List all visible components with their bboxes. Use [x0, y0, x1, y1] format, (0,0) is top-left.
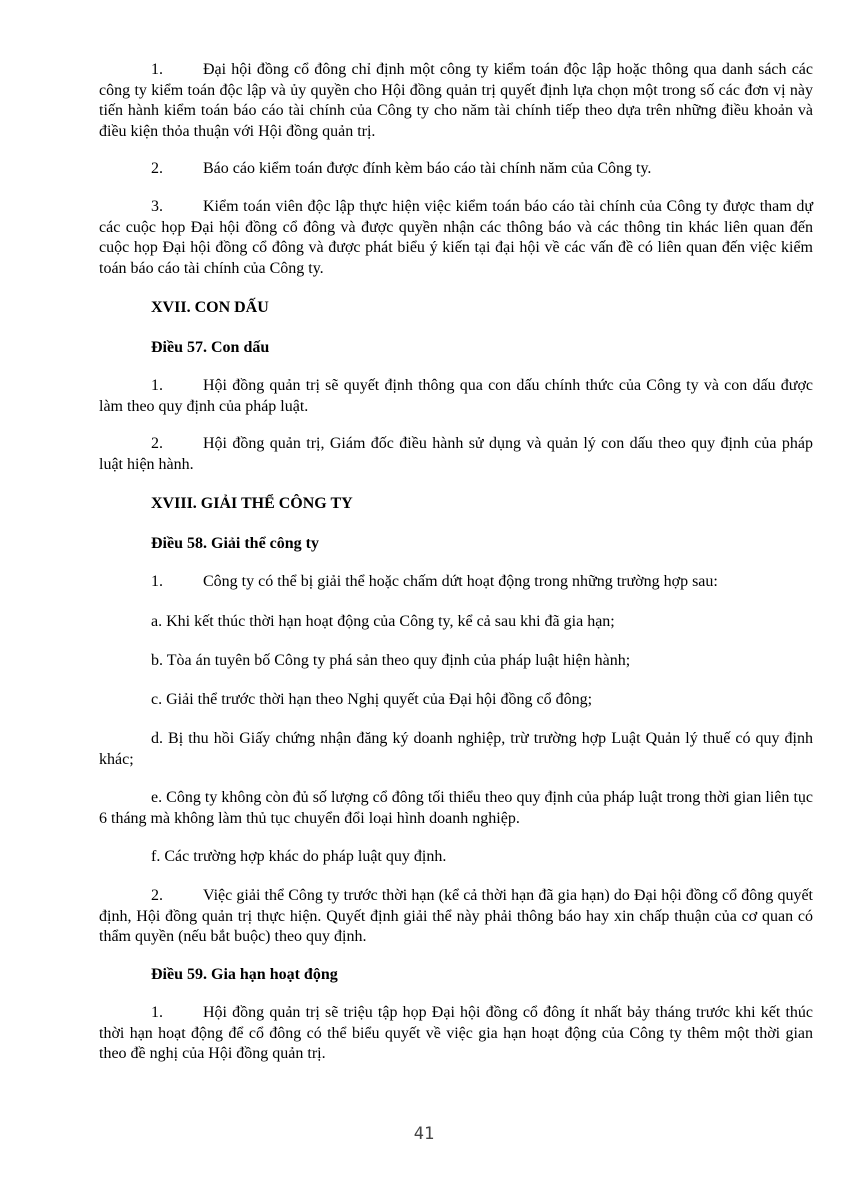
list-item: b. Tòa án tuyên bố Công ty phá sản theo quy định của pháp luật hiện hành; — [151, 652, 631, 669]
paragraph-text: Kiểm toán viên độc lập thực hiện việc kiểm toán báo cáo tài chính của Công ty được tham dự các cuộc họp Đại hội đồng cổ đông và được quyền nhận các thông báo và các thông tin khác liên quan đến cuộc họp Đại hội đồng cổ đông và được phát biểu ý kiến tại đại hội về các vấn đề có liên quan đến việc kiểm toán báo cáo tài chính của Công ty. — [99, 198, 813, 277]
list-item: c. Giải thể trước thời hạn theo Nghị quyết của Đại hội đồng cổ đông; — [151, 691, 593, 708]
paragraph — [99, 159, 813, 180]
paragraph — [99, 60, 813, 142]
paragraph-number: 1. — [151, 573, 163, 590]
paragraph-number: 1. — [151, 61, 163, 78]
paragraph-number: 1. — [151, 1004, 163, 1021]
paragraph-number: 1. — [151, 377, 163, 394]
article-heading: Điều 59. Gia hạn hoạt động — [151, 966, 338, 983]
paragraph-text: Hội đồng quản trị sẽ triệu tập họp Đại hội đồng cổ đông ít nhất bảy tháng trước khi kết thúc thời hạn hoạt động để cổ đông có thể biểu quyết về việc gia hạn hoạt động của Công ty thêm một thời gian theo đề nghị của Hội đồng quản trị. — [99, 1004, 813, 1062]
list-item: e. Công ty không còn đủ số lượng cổ đông tối thiểu theo quy định của pháp luật trong thời gian liên tục 6 tháng mà không làm thủ tục chuyển đổi loại hình doanh nghiệp. — [99, 789, 813, 827]
paragraph-text: Đại hội đồng cổ đông chỉ định một công ty kiểm toán độc lập hoặc thông qua danh sách các công ty kiểm toán độc lập và ủy quyền cho Hội đồng quản trị quyết định lựa chọn một trong số các đơn vị này tiến hành kiểm toán báo cáo tài chính của Công ty cho năm tài chính tiếp theo dựa trên những điều khoản và điều kiện thỏa thuận với Hội đồng quản trị. — [99, 61, 813, 140]
section-heading: XVII. CON DẤU — [151, 299, 269, 316]
paragraph-text: Hội đồng quản trị sẽ quyết định thông qua con dấu chính thức của Công ty và con dấu được làm theo quy định của pháp luật. — [99, 377, 813, 415]
paragraph-number: 2. — [151, 435, 163, 452]
page-number: 41 — [413, 1124, 435, 1144]
paragraph — [99, 197, 813, 279]
paragraph — [99, 572, 813, 593]
paragraph — [99, 376, 813, 417]
paragraph-text: Hội đồng quản trị, Giám đốc điều hành sử dụng và quản lý con dấu theo quy định của pháp luật hiện hành. — [99, 435, 813, 473]
paragraph-text: Công ty có thể bị giải thể hoặc chấm dứt hoạt động trong những trường hợp sau: — [203, 573, 718, 590]
article-heading: Điều 57. Con dấu — [151, 339, 270, 356]
paragraph-number: 2. — [151, 160, 163, 177]
paragraph-text: Báo cáo kiểm toán được đính kèm báo cáo tài chính năm của Công ty. — [203, 160, 652, 177]
paragraph — [99, 1003, 813, 1065]
list-item: d. Bị thu hồi Giấy chứng nhận đăng ký doanh nghiệp, trừ trường hợp Luật Quản lý thuế có quy định khác; — [99, 730, 813, 768]
paragraph-text: Việc giải thể Công ty trước thời hạn (kể cả thời hạn đã gia hạn) do Đại hội đồng cổ đông quyết định, Hội đồng quản trị thực hiện. Quyết định giải thể này phải thông báo hay xin chấp thuận của cơ quan có thẩm quyền (nếu bắt buộc) theo quy định. — [99, 887, 813, 945]
paragraph-number: 3. — [151, 198, 163, 215]
paragraph — [99, 434, 813, 475]
article-heading: Điều 58. Giải thể công ty — [151, 535, 319, 552]
section-heading: XVIII. GIẢI THỂ CÔNG TY — [151, 495, 353, 512]
list-item: f. Các trường hợp khác do pháp luật quy định. — [151, 848, 447, 865]
paragraph — [99, 886, 813, 948]
paragraph-number: 2. — [151, 887, 163, 904]
list-item: a. Khi kết thúc thời hạn hoạt động của Công ty, kể cả sau khi đã gia hạn; — [151, 613, 615, 630]
